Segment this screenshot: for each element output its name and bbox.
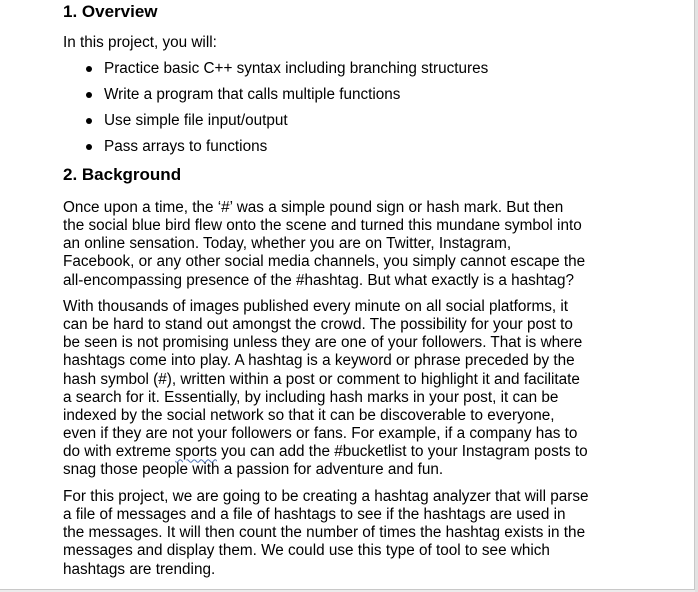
overview-intro: In this project, you will: (63, 34, 217, 51)
text-line: hashtags come into play. A hashtag is a keyword or phrase preceded by the (63, 352, 575, 370)
section-heading-background: 2. Background (63, 165, 182, 184)
text-line: a search for it. Essentially, by including hash marks in your post, it can be (63, 388, 559, 406)
text-fragment: do with extreme (63, 443, 176, 461)
text-line: an online sensation. Today, whether you are on Twitter, Instagram, (63, 235, 512, 253)
text-fragment: you can add the #bucketlist to your Instagram posts to (216, 443, 588, 461)
spellcheck-flagged-word[interactable]: sports (175, 443, 217, 461)
section-heading-overview: 1. Overview (63, 2, 158, 21)
bullet-icon (86, 66, 92, 72)
text-line: can be hard to stand out amongst the crowd. The possibility for your post to (63, 316, 573, 334)
text-line: the social blue bird flew onto the scene and turned this mundane symbol into (63, 217, 582, 235)
text-line: be seen is not promising unless they are one of your followers. That is where (63, 334, 583, 352)
text-line: Facebook, or any other social media channels, you simply cannot escape the (63, 253, 586, 271)
list-item (63, 86, 488, 112)
background-paragraph-1 (63, 199, 623, 290)
bullet-icon (86, 144, 92, 150)
list-item (63, 112, 488, 138)
list-item (63, 138, 488, 164)
overview-bullet-list (63, 60, 488, 164)
list-item (63, 60, 488, 86)
text-line: With thousands of images published every minute on all social platforms, it (63, 298, 569, 315)
text-line: a file of messages and a file of hashtags to see if the hashtags are used in (63, 506, 566, 524)
background-paragraph-2 (63, 298, 623, 480)
text-line: hashtags are trending. (63, 560, 216, 578)
list-item-text: Use simple file input/output (104, 112, 288, 129)
background-paragraph-3 (63, 488, 623, 579)
text-line: For this project, we are going to be creating a hashtag analyzer that will parse (63, 488, 589, 505)
list-item-text: Practice basic C++ syntax including branching structures (104, 60, 489, 77)
text-line: even if they are not your followers or fans. For example, if a company has to (63, 425, 578, 443)
bullet-icon (86, 92, 92, 98)
text-line: the messages. It will then count the number of times the hashtag exists in the (63, 524, 586, 542)
text-line: hash symbol (#), written within a post or comment to highlight it and facilitate (63, 370, 580, 388)
list-item-text: Pass arrays to functions (104, 138, 268, 155)
bullet-icon (86, 118, 92, 124)
text-line: all-encompassing presence of the #hashtag. But what exactly is a hashtag? (63, 271, 575, 289)
text-line: messages and display them. We could use this type of tool to see which (63, 542, 550, 560)
text-line (63, 443, 623, 461)
text-line: Once upon a time, the ‘#’ was a simple pound sign or hash mark. But then (63, 199, 564, 216)
list-item-text: Write a program that calls multiple functions (104, 86, 401, 103)
text-line: indexed by the social network so that it can be discoverable to everyone, (63, 406, 555, 424)
text-line: snag those people with a passion for adventure and fun. (63, 461, 444, 479)
